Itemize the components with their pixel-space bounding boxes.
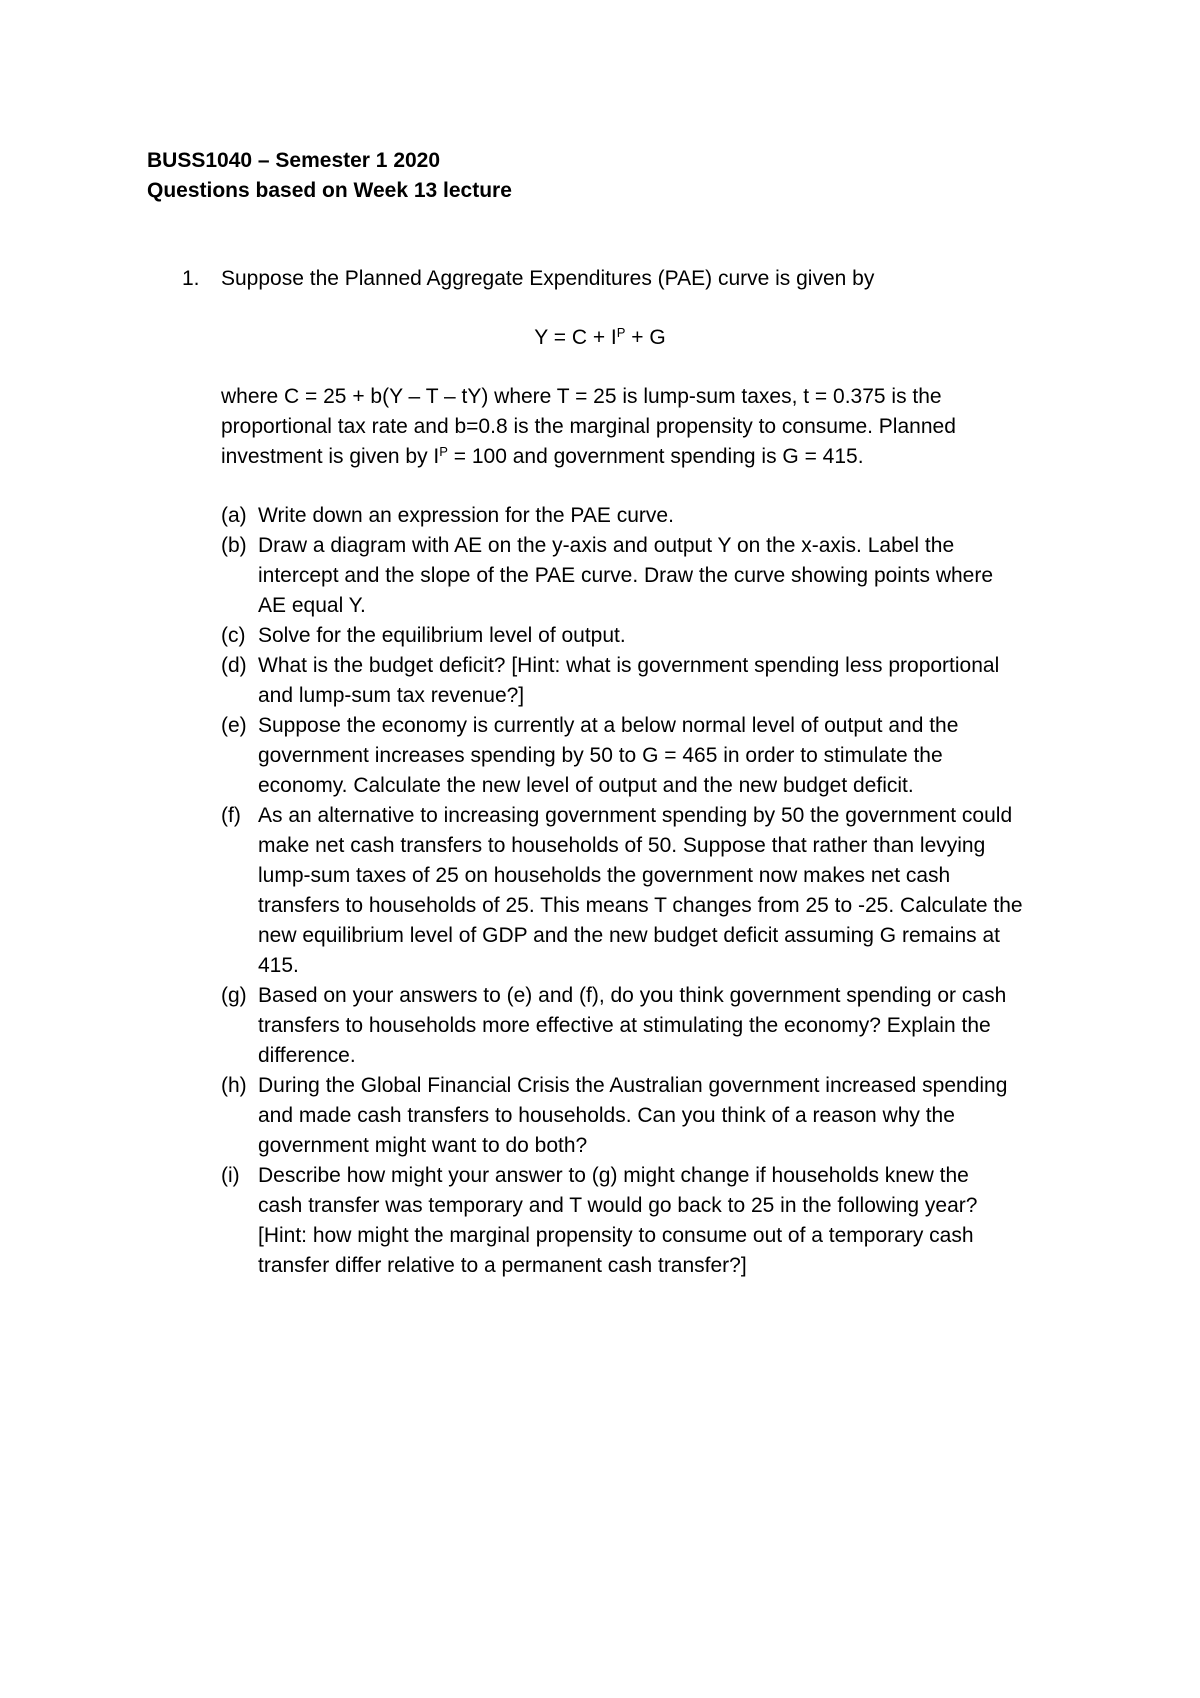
- part-line: make net cash transfers to households of 50. Suppose that rather than levying: [258, 834, 986, 857]
- part-line: [Hint: how might the marginal propensity to consume out of a temporary cash: [258, 1224, 974, 1247]
- part-line: lump-sum taxes of 25 on households the government now makes net cash: [258, 864, 951, 887]
- part-line: transfers to households more effective at stimulating the economy? Explain the: [258, 1014, 991, 1037]
- pae-equation: [0, 323, 1200, 353]
- part-line: government might want to do both?: [258, 1134, 588, 1157]
- question-part-g: [221, 981, 1101, 1071]
- part-line: Write down an expression for the PAE curve.: [258, 504, 674, 527]
- part-label: (b): [221, 534, 247, 557]
- question-part-i: [221, 1161, 1101, 1281]
- part-label: (c): [221, 624, 246, 647]
- question-part-b: [221, 531, 1101, 621]
- part-line: economy. Calculate the new level of output and the new budget deficit.: [258, 774, 914, 797]
- part-line: transfers to households of 25. This means T changes from 25 to -25. Calculate the: [258, 894, 1023, 917]
- description-line: proportional tax rate and b=0.8 is the marginal propensity to consume. Planned: [221, 415, 956, 438]
- part-label: (f): [221, 804, 241, 827]
- part-line: government increases spending by 50 to G = 465 in order to stimulate the: [258, 744, 943, 767]
- description-line-last: [221, 442, 1081, 472]
- part-line: Describe how might your answer to (g) might change if households knew the: [258, 1164, 969, 1187]
- equation-superscript: P: [616, 325, 626, 340]
- part-line: cash transfer was temporary and T would go back to 25 in the following year?: [258, 1194, 978, 1217]
- part-line: and made cash transfers to households. Can you think of a reason why the: [258, 1104, 955, 1127]
- part-line: What is the budget deficit? [Hint: what is government spending less proportional: [258, 654, 1000, 677]
- question-description: [221, 382, 1081, 472]
- equation-rhs: + G: [625, 326, 666, 349]
- question-part-d: [221, 651, 1101, 711]
- description-line: where C = 25 + b(Y – T – tY) where T = 25 is lump-sum taxes, t = 0.375 is the: [221, 385, 942, 408]
- part-label: (h): [221, 1074, 247, 1097]
- question-parts-list: [221, 501, 1101, 1281]
- part-line: transfer differ relative to a permanent cash transfer?]: [258, 1254, 747, 1277]
- part-label: (a): [221, 504, 247, 527]
- part-line: Solve for the equilibrium level of output.: [258, 624, 626, 647]
- part-label: (d): [221, 654, 247, 677]
- part-line: As an alternative to increasing government spending by 50 the government could: [258, 804, 1013, 827]
- question-part-h: [221, 1071, 1101, 1161]
- part-line: and lump-sum tax revenue?]: [258, 684, 525, 707]
- part-line: new equilibrium level of GDP and the new budget deficit assuming G remains at: [258, 924, 1001, 947]
- part-line: 415.: [258, 954, 299, 977]
- part-line: difference.: [258, 1044, 356, 1067]
- question-part-c: [221, 621, 1101, 651]
- part-line: During the Global Financial Crisis the Australian government increased spending: [258, 1074, 1008, 1097]
- course-title: BUSS1040 – Semester 1 2020: [147, 149, 441, 172]
- part-label: (i): [221, 1164, 240, 1187]
- part-line: Based on your answers to (e) and (f), do you think government spending or cash: [258, 984, 1007, 1007]
- document-subtitle: Questions based on Week 13 lecture: [147, 179, 512, 202]
- part-label: (e): [221, 714, 247, 737]
- question-part-f: [221, 801, 1101, 981]
- part-line: AE equal Y.: [258, 594, 366, 617]
- part-line: Draw a diagram with AE on the y-axis and output Y on the x-axis. Label the: [258, 534, 955, 557]
- description-after: = 100 and government spending is G = 415.: [447, 445, 864, 468]
- question-part-e: [221, 711, 1101, 801]
- question-stem: Suppose the Planned Aggregate Expenditures (PAE) curve is given by: [221, 267, 875, 290]
- equation-lhs: Y = C + I: [534, 326, 617, 349]
- question-number: 1.: [182, 267, 200, 290]
- description-superscript: P: [439, 444, 448, 459]
- question-part-a: [221, 501, 1101, 531]
- part-line: intercept and the slope of the PAE curve. Draw the curve showing points where: [258, 564, 994, 587]
- part-line: Suppose the economy is currently at a below normal level of output and the: [258, 714, 959, 737]
- part-label: (g): [221, 984, 247, 1007]
- description-before: investment is given by I: [221, 445, 440, 468]
